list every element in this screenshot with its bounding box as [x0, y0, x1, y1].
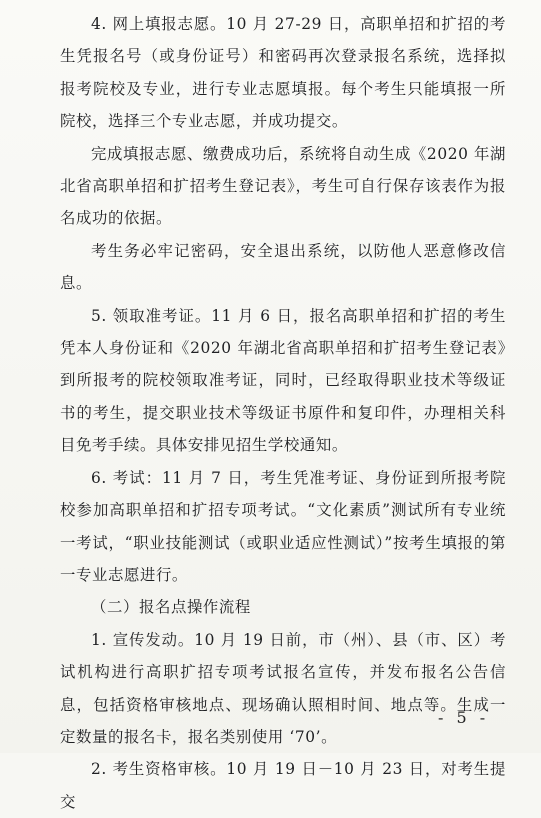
paragraph-qualification-review: 2. 考生资格审核。10 月 19 日－10 月 23 日，对考生提交 [60, 760, 506, 811]
paragraph-publicity: 1. 宣传发动。10 月 19 日前，市（州）、县（市、区）考试机构进行高职扩招专项考试报名宣传，并发布报名公告信息，包括资格审核地点、现场确认照相时间、地点等。生成一定数量的报名卡，报名类别使用 ‘70’。 [60, 630, 506, 746]
paragraph-registration-form: 完成填报志愿、缴费成功后，系统将自动生成《2020 年湖北省高职单招和扩招考生登记表》，考生可自行保存该表作为报名成功的依据。 [60, 144, 506, 228]
paragraph-password-notice: 考生务必牢记密码，安全退出系统，以防他人恶意修改信息。 [60, 241, 506, 293]
paragraph-admission-ticket: 5. 领取准考证。11 月 6 日，报名高职单招和扩招的考生凭本人身份证和《2020 年湖北省高职单招和扩招考生登记表》到所报考的院校领取准考证，同时，已经取得职业技术等级证书的考生，提交职业技术等级证书原件和复印件，办理相关科目免考手续。具体安排见招生学校通知。 [60, 306, 506, 455]
paragraph-exam: 6. 考试：11 月 7 日，考生凭准考证、身份证到所报考院校参加高职单招和扩招专项考试。“文化素质”测试所有专业统一考试，“职业技能测试（或职业适应性测试）”按考生填报的第一专业志愿进行。 [60, 468, 506, 584]
paragraph-online-application: 4. 网上填报志愿。10 月 27-29 日，高职单招和扩招的考生凭报名号（或身份证号）和密码再次登录报名系统，选择拟报考院校及专业，进行专业志愿填报。每个考生只能填报一所院校，选择三个专业志愿，并成功提交。 [60, 15, 506, 131]
document-body [60, 8, 506, 818]
page-number: - 5 - [438, 708, 490, 727]
section-heading-registration-process: （二）报名点操作流程 [91, 598, 251, 617]
